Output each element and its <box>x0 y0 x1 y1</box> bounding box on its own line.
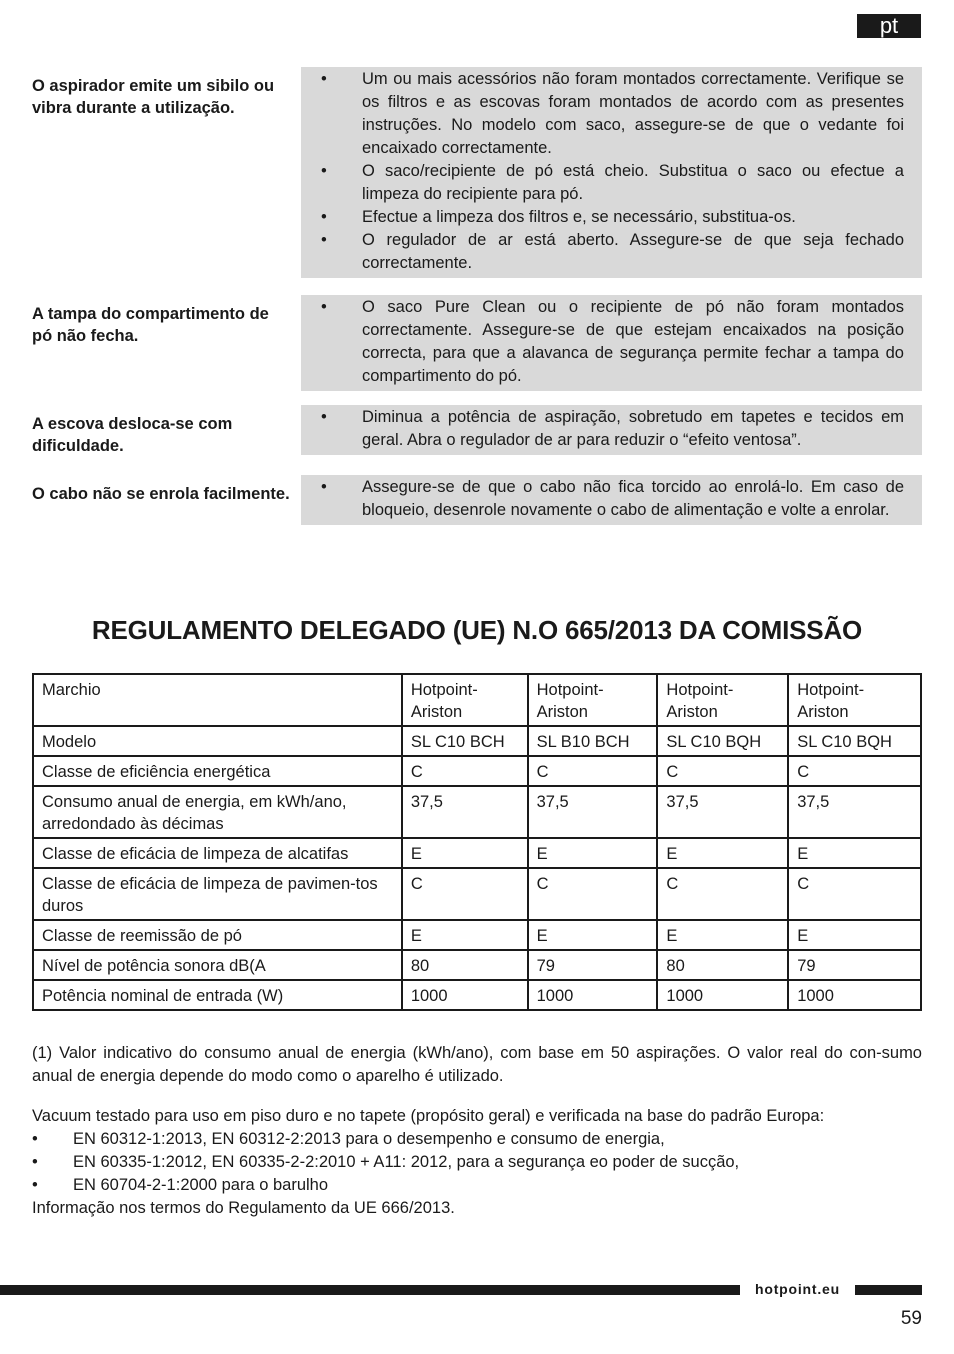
solution-item: • O saco/recipiente de pó está cheio. Substitua o saco ou efectue a limpeza do recipiente para pó. <box>321 162 904 203</box>
list-item: • EN 60312-1:2013, EN 60312-2:2013 para o desempenho e consumo de energia, <box>32 1128 922 1151</box>
bullet-icon: • <box>321 70 327 88</box>
table-cell: E <box>788 838 921 868</box>
footnote: (1) Valor indicativo do consumo anual de energia (kWh/ano), com base em 50 aspirações. O valor real do con-sumo anual de energia depende do modo como o aparelho é utilizado. <box>32 1044 922 1085</box>
problem-label: O cabo não se enrola facilmente. <box>32 485 290 503</box>
solution-box <box>301 405 922 455</box>
table-cell: SL C10 BQH <box>788 726 921 756</box>
row-label: Classe de reemissão de pó <box>33 920 402 950</box>
bullet-icon: • <box>32 1153 38 1171</box>
solution-item: • Um ou mais acessórios não foram montados correctamente. Verifique se os filtros e as escovas foram montados de acordo com as presentes instruções. No modelo com saco, assegure-se de que o vedante foi encaixado correctamente. <box>321 70 904 157</box>
table-cell: C <box>788 868 921 920</box>
bullet-icon: • <box>321 408 327 426</box>
problem-label: A tampa do compartimento de pó não fecha. <box>32 305 269 345</box>
table-row <box>33 868 921 920</box>
table-cell: E <box>788 920 921 950</box>
list-item: • EN 60704-2-1:2000 para o barulho <box>32 1174 922 1197</box>
table-cell: C <box>528 868 658 920</box>
bullet-icon: • <box>321 478 327 496</box>
table-row <box>33 756 921 786</box>
bullet-icon: • <box>32 1176 38 1194</box>
solution-item: • O saco Pure Clean ou o recipiente de pó não foram montados correctamente. Assegure-se de que estejam encaixados na posição correcta, para que a alavanca de segurança permite fechar a tampa do compartimento do pó. <box>321 298 904 385</box>
table-row <box>33 838 921 868</box>
table-cell: 1000 <box>402 980 528 1010</box>
table-cell: C <box>402 868 528 920</box>
table-row <box>33 726 921 756</box>
language-badge: pt <box>857 14 921 38</box>
table-cell: 37,5 <box>788 786 921 838</box>
table-cell: SL C10 BCH <box>402 726 528 756</box>
bullet-icon: • <box>321 231 327 249</box>
table-cell: 37,5 <box>528 786 658 838</box>
table-cell: Hotpoint-Ariston <box>788 674 921 726</box>
row-label: Classe de eficiência energética <box>33 756 402 786</box>
table-cell: Hotpoint-Ariston <box>657 674 788 726</box>
bullet-icon: • <box>321 208 327 226</box>
bullet-icon: • <box>321 298 327 316</box>
table-row <box>33 674 921 726</box>
table-cell: C <box>788 756 921 786</box>
row-label: Nível de potência sonora dB(A <box>33 950 402 980</box>
table-cell: C <box>528 756 658 786</box>
table-cell: E <box>402 838 528 868</box>
standards-intro: Vacuum testado para uso em piso duro e no tapete (propósito geral) e verificada na base do padrão Europa: <box>32 1107 825 1125</box>
table-cell: 37,5 <box>402 786 528 838</box>
table-cell: Hotpoint-Ariston <box>528 674 658 726</box>
table-cell: 80 <box>657 950 788 980</box>
solution-item: • Diminua a potência de aspiração, sobretudo em tapetes e tecidos em geral. Abra o regulador de ar para reduzir o “efeito ventosa”. <box>321 408 904 449</box>
row-label: Potência nominal de entrada (W) <box>33 980 402 1010</box>
bullet-icon: • <box>32 1130 38 1148</box>
table-cell: SL C10 BQH <box>657 726 788 756</box>
specification-table <box>32 673 922 1011</box>
table-cell: E <box>402 920 528 950</box>
table-cell: 1000 <box>657 980 788 1010</box>
table-cell: E <box>528 838 658 868</box>
solution-box <box>301 475 922 525</box>
table-cell: 80 <box>402 950 528 980</box>
table-cell: 79 <box>788 950 921 980</box>
table-cell: Hotpoint-Ariston <box>402 674 528 726</box>
table-cell: 1000 <box>788 980 921 1010</box>
table-row <box>33 980 921 1010</box>
problem-label: A escova desloca-se com dificuldade. <box>32 415 233 455</box>
table-cell: 79 <box>528 950 658 980</box>
solution-box <box>301 67 922 278</box>
solution-box <box>301 295 922 391</box>
table-cell: C <box>657 756 788 786</box>
footer-rule-left <box>0 1285 740 1295</box>
footer-brand: hotpoint.eu <box>754 1281 840 1297</box>
table-row <box>33 920 921 950</box>
table-cell: C <box>402 756 528 786</box>
table-cell: C <box>657 868 788 920</box>
table-cell: E <box>657 920 788 950</box>
row-label: Consumo anual de energia, em kWh/ano, arredondado às décimas <box>33 786 402 838</box>
page-number: 59 <box>900 1308 922 1329</box>
list-item: • EN 60335-1:2012, EN 60335-2-2:2010 + A11: 2012, para a segurança eo poder de sucção, <box>32 1151 922 1174</box>
table-row <box>33 950 921 980</box>
row-label: Marchio <box>33 674 402 726</box>
table-cell: 1000 <box>528 980 658 1010</box>
bullet-icon: • <box>321 162 327 180</box>
standards-closing: Informação nos termos do Regulamento da UE 666/2013. <box>32 1199 455 1217</box>
row-label: Classe de eficácia de limpeza de pavimen-tos duros <box>33 868 402 920</box>
row-label: Modelo <box>33 726 402 756</box>
footer-rule-right <box>855 1285 922 1295</box>
solution-item: • Assegure-se de que o cabo não fica torcido ao enrolá-lo. Em caso de bloqueio, desenrole novamente o cabo de alimentação e volte a enrolar. <box>321 478 904 519</box>
table-row <box>33 786 921 838</box>
standards-section <box>32 1105 922 1220</box>
solution-item: • O regulador de ar está aberto. Assegure-se de que seja fechado correctamente. <box>321 231 904 272</box>
table-cell: E <box>657 838 788 868</box>
solution-item: • Efectue a limpeza dos filtros e, se necessário, substitua-os. <box>321 206 904 229</box>
table-cell: E <box>528 920 658 950</box>
table-cell: 37,5 <box>657 786 788 838</box>
table-cell: SL B10 BCH <box>528 726 658 756</box>
regulation-title: REGULAMENTO DELEGADO (UE) N.O 665/2013 DA COMISSÃO <box>91 615 863 645</box>
row-label: Classe de eficácia de limpeza de alcatifas <box>33 838 402 868</box>
problem-label: O aspirador emite um sibilo ou vibra durante a utilização. <box>32 77 275 117</box>
